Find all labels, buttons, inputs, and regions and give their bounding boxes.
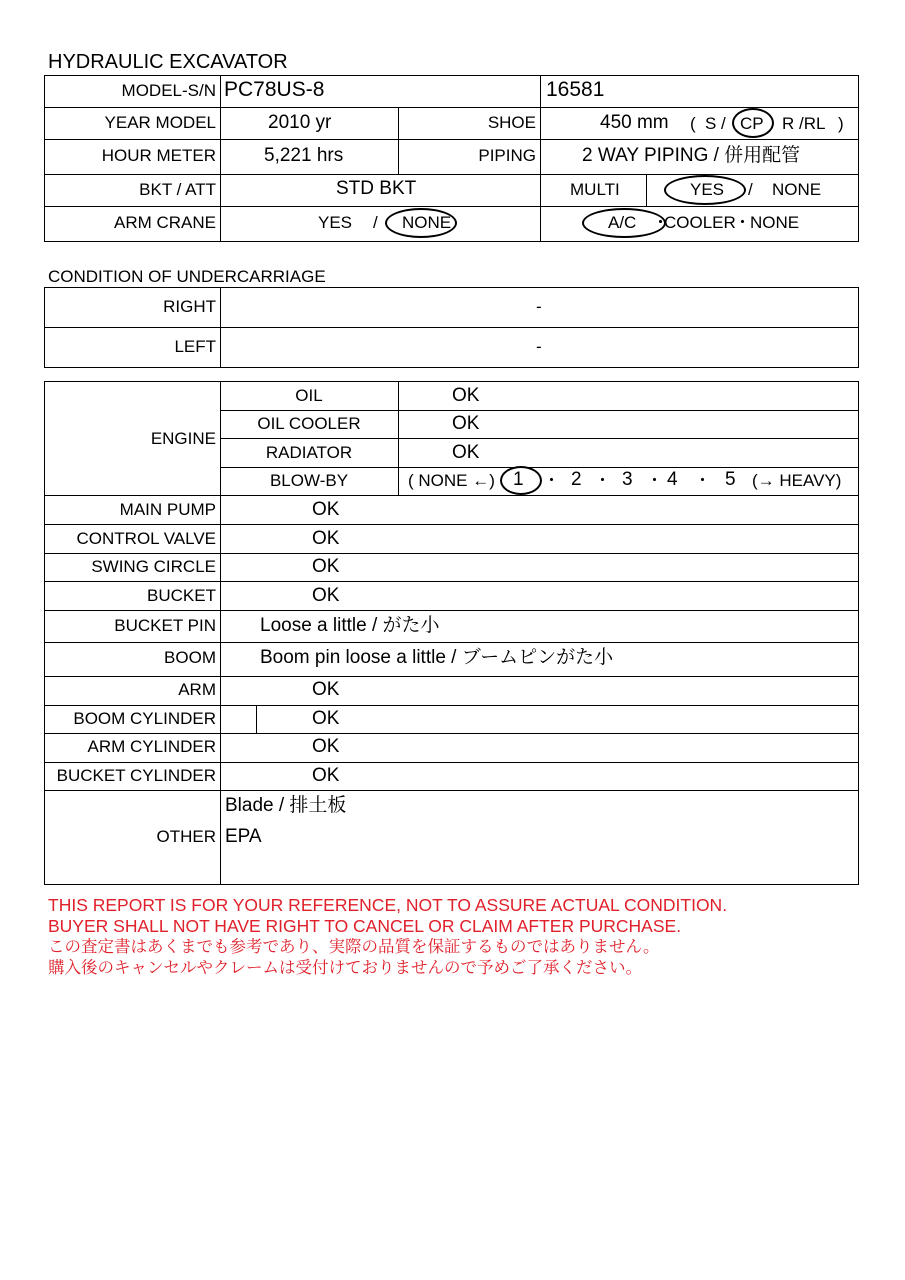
bucket-value: OK <box>312 585 340 606</box>
shoe-size: 450 mm <box>600 112 669 133</box>
arm-cylinder-label: ARM CYLINDER <box>87 737 216 756</box>
shoe-label: SHOE <box>487 113 536 132</box>
multi-yes-selected-oval <box>664 175 746 205</box>
blowby-scale-1: 1 <box>513 469 524 490</box>
engine-oil-cooler-value: OK <box>452 413 480 434</box>
engine-radiator-label: RADIATOR <box>265 443 353 462</box>
disclaimer-line-2: BUYER SHALL NOT HAVE RIGHT TO CANCEL OR CLAIM AFTER PURCHASE. <box>48 916 682 936</box>
bucket-pin-value: Loose a little / がた小 <box>260 615 440 636</box>
engine-oil-cooler-label: OIL COOLER <box>257 414 361 433</box>
shoe-option-s: S / <box>705 114 726 133</box>
other-label: OTHER <box>156 827 216 846</box>
arm-crane-label: ARM CRANE <box>113 213 216 232</box>
undercarriage-left-value: - <box>536 337 542 356</box>
engine-oil-label: OIL <box>295 386 323 405</box>
blowby-heavy-end: (→ HEAVY) <box>752 471 842 490</box>
other-line-2: EPA <box>225 826 262 847</box>
engine-blowby-label: BLOW-BY <box>269 471 349 490</box>
hour-meter-label: HOUR METER <box>101 146 216 165</box>
control-valve-value: OK <box>312 528 340 549</box>
ac-dot: ・ <box>652 213 669 232</box>
piping-value: 2 WAY PIPING / 併用配管 <box>582 145 801 166</box>
blowby-none-end: ( NONE ←) <box>408 471 495 490</box>
disclaimer-line-1: THIS REPORT IS FOR YOUR REFERENCE, NOT TO ASSURE ACTUAL CONDITION. <box>48 895 728 915</box>
disclaimer-line-3: この査定書はあくまでも参考であり、実際の品質を保証するものではありません。 <box>48 938 660 956</box>
bucket-pin-label: BUCKET PIN <box>114 616 216 635</box>
blowby-dot-3: ・ <box>646 471 663 490</box>
shoe-close-paren: ) <box>838 114 844 133</box>
disclaimer-line-4: 購入後のキャンセルやクレームは受付けておりませんので予めご了承ください。 <box>48 959 642 977</box>
model-sn-label: MODEL-S/N <box>121 81 216 100</box>
bucket-cylinder-value: OK <box>312 765 340 786</box>
blowby-1-selected-oval <box>500 466 542 495</box>
undercarriage-title: CONDITION OF UNDERCARRIAGE <box>48 267 326 286</box>
cooler-none-option: NONE <box>750 213 800 232</box>
swing-circle-label: SWING CIRCLE <box>91 557 216 576</box>
main-pump-label: MAIN PUMP <box>119 500 216 519</box>
arm-value: OK <box>312 679 340 700</box>
arm-crane-none: NONE <box>402 213 452 232</box>
document-title: HYDRAULIC EXCAVATOR <box>48 51 288 73</box>
piping-label: PIPING <box>478 146 536 165</box>
multi-none: NONE <box>772 180 822 199</box>
arm-label: ARM <box>178 680 216 699</box>
blowby-dot-4: ・ <box>694 471 711 490</box>
engine-label: ENGINE <box>150 429 216 448</box>
boom-value: Boom pin loose a little / ブームピンがた小 <box>260 647 614 668</box>
multi-label: MULTI <box>570 180 620 199</box>
arm-crane-yes: YES <box>318 213 353 232</box>
arm-crane-none-selected-oval <box>385 208 457 238</box>
bkt-att-label: BKT / ATT <box>139 180 216 199</box>
boom-label: BOOM <box>164 648 216 667</box>
cooler-dot: ・ <box>734 213 751 232</box>
serial-value: 16581 <box>546 78 605 101</box>
bucket-cylinder-label: BUCKET CYLINDER <box>56 766 216 785</box>
hour-meter-value: 5,221 hrs <box>264 145 344 166</box>
shoe-option-cp: CP <box>740 114 764 133</box>
year-model-label: YEAR MODEL <box>104 113 216 132</box>
engine-radiator-value: OK <box>452 442 480 463</box>
swing-circle-value: OK <box>312 556 340 577</box>
shoe-open-paren: ( <box>690 114 696 133</box>
bucket-label: BUCKET <box>147 586 216 605</box>
blowby-scale-4: 4 <box>667 469 678 490</box>
blowby-scale-2: 2 <box>571 469 582 490</box>
bkt-att-value: STD BKT <box>336 178 417 199</box>
boom-cylinder-value: OK <box>312 708 340 729</box>
blowby-dot-2: ・ <box>594 471 611 490</box>
arm-crane-separator: / <box>373 213 378 232</box>
other-line-1: Blade / 排土板 <box>225 795 347 816</box>
cooler-option: COOLER <box>664 213 736 232</box>
model-value: PC78US-8 <box>224 78 325 101</box>
multi-yes: YES <box>690 180 725 199</box>
ac-option: A/C <box>608 213 637 232</box>
shoe-option-r-rl: R /RL <box>782 114 826 133</box>
engine-oil-value: OK <box>452 385 480 406</box>
undercarriage-right-label: RIGHT <box>163 297 216 316</box>
blowby-scale-5: 5 <box>725 469 736 490</box>
shoe-cp-selected-oval <box>732 108 774 138</box>
boom-cylinder-label: BOOM CYLINDER <box>73 709 216 728</box>
main-pump-value: OK <box>312 499 340 520</box>
year-model-value: 2010 yr <box>268 112 332 133</box>
blowby-scale-3: 3 <box>622 469 633 490</box>
blowby-dot-1: ・ <box>543 471 560 490</box>
undercarriage-left-label: LEFT <box>174 337 216 356</box>
control-valve-label: CONTROL VALVE <box>76 529 216 548</box>
arm-cylinder-value: OK <box>312 736 340 757</box>
undercarriage-right-value: - <box>536 297 542 316</box>
multi-separator: / <box>748 180 753 199</box>
